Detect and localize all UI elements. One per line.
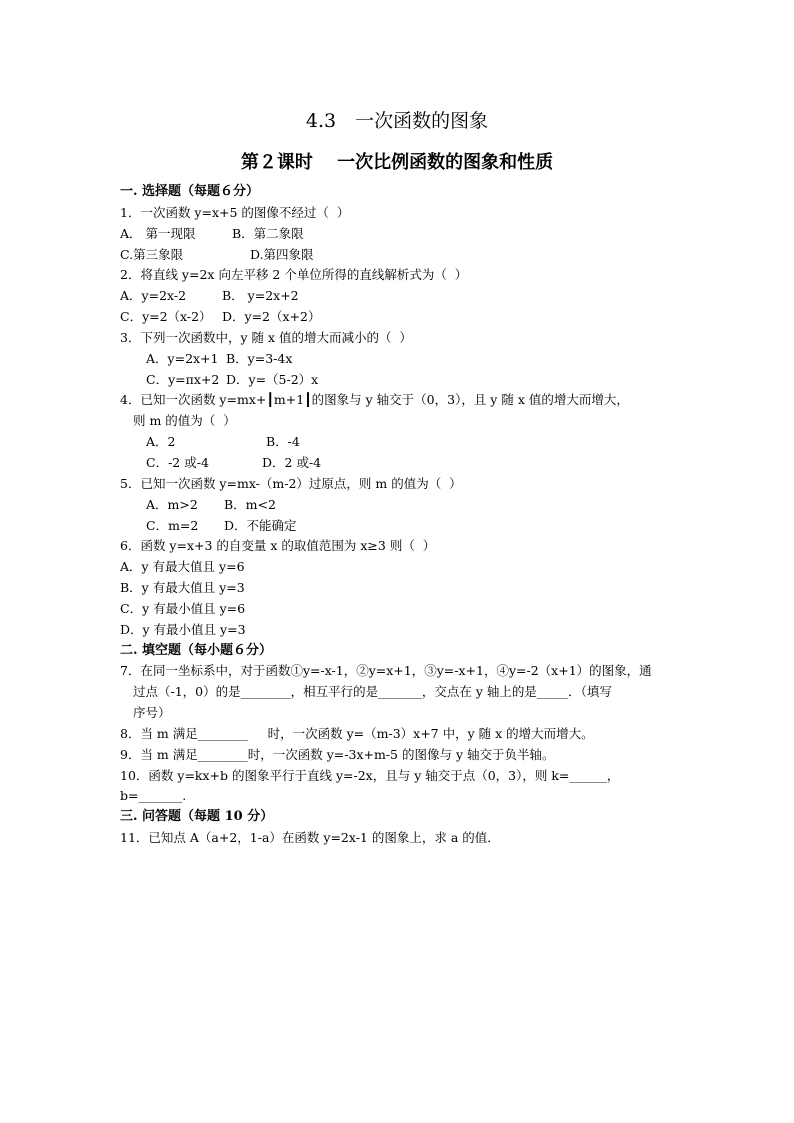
question-5-options-cd bbox=[120, 516, 680, 537]
question-3-options-ab bbox=[120, 349, 680, 370]
option-d: D.第四象限 bbox=[250, 246, 314, 262]
question-8: 8．当 m 满足________ 时，一次函数 y=（m-3）x+7 中，y 随 x 的增大而增大。 bbox=[120, 725, 594, 741]
question-4-options-cd bbox=[120, 453, 680, 474]
question-3-options-cd bbox=[120, 370, 680, 391]
question-2-options-ab bbox=[120, 286, 680, 307]
option-a: A．y=2x+1 bbox=[146, 350, 219, 366]
question-6-option-d: D．y 有最小值且 y=3 bbox=[120, 621, 246, 637]
option-d: D．2 或-4 bbox=[262, 454, 322, 470]
question-7-line-1: 7．在同一坐标系中，对于函数①y=-x-1，②y=x+1，③y=-x+1，④y=-2（x+1）的图象，通 bbox=[120, 663, 652, 679]
option-a: A． 第一现限 bbox=[120, 225, 196, 241]
question-10-line-2: b=_______. bbox=[120, 788, 187, 804]
question-5-options-ab bbox=[120, 495, 680, 516]
question-4-options-ab bbox=[120, 432, 680, 453]
section-heading-answer: 三. 问答题（每题 10 分） bbox=[120, 809, 274, 825]
page-title: 4.3 一次函数的图象 bbox=[305, 110, 489, 132]
section-heading-choice: 一. 选择题（每题６分） bbox=[120, 184, 260, 199]
section-heading-fill: 二. 填空题（每小题６分） bbox=[120, 642, 273, 658]
option-a: A．m>2 bbox=[146, 496, 198, 512]
question-7-line-3: 序号） bbox=[133, 705, 171, 721]
option-d: D．y=2（x+2） bbox=[222, 309, 321, 325]
question-4-line-1: 4．已知一次函数 y=mx+┃m+1┃的图象与 y 轴交于（0，3），且 y 随 x 值的增大而增大， bbox=[120, 392, 629, 408]
option-d: D．不能确定 bbox=[224, 517, 297, 533]
option-c: C．-2 或-4 bbox=[146, 454, 209, 470]
question-7-line-2: 过点（-1，0）的是________，相互平行的是_______，交点在 y 轴上的是_____．（填写 bbox=[133, 684, 612, 700]
question-2: 2．将直线 y=2x 向左平移 2 个单位所得的直线解析式为（ ） bbox=[120, 267, 468, 283]
option-b: B．m<2 bbox=[224, 496, 276, 512]
question-2-options-cd bbox=[120, 307, 680, 328]
worksheet-body bbox=[120, 182, 680, 849]
option-b: B． y=2x+2 bbox=[222, 288, 299, 304]
option-c: C．m=2 bbox=[146, 517, 199, 533]
question-6-option-a: A．y 有最大值且 y=6 bbox=[120, 559, 245, 575]
option-c: C．y=2（x-2） bbox=[120, 309, 212, 325]
lesson-subtitle: 第２课时 一次比例函数的图象和性质 bbox=[240, 152, 554, 173]
question-1-options-cd bbox=[120, 245, 680, 266]
question-6-option-b: B．y 有最大值且 y=3 bbox=[120, 580, 245, 596]
option-b: B．第二象限 bbox=[232, 225, 304, 241]
option-d: D．y=（5-2）x bbox=[226, 371, 319, 387]
question-1: 1．一次函数 y=x+5 的图像不经过（ ） bbox=[120, 204, 350, 220]
option-a: A．y=2x-2 bbox=[120, 288, 187, 304]
question-10-line-1: 10．函数 y=kx+b 的图象平行于直线 y=-2x，且与 y 轴交于点（0，3），则 k=______， bbox=[120, 767, 620, 783]
question-3: 3．下列一次函数中，y 随 x 值的增大而减小的（ ） bbox=[120, 329, 412, 345]
question-6: 6．函数 y=x+3 的自变量 x 的取值范围为 x≥3 则（ ） bbox=[120, 538, 436, 554]
question-9: 9．当 m 满足________时，一次函数 y=-3x+m-5 的图像与 y 轴交于负半轴。 bbox=[120, 746, 555, 762]
option-c: C．y=πx+2 bbox=[146, 371, 220, 387]
question-4-line-2: 则 m 的值为（ ） bbox=[133, 413, 236, 429]
question-11: 11．已知点 A（a+2，1-a）在函数 y=2x-1 的图象上，求 a 的值． bbox=[120, 830, 500, 846]
option-b: B．-4 bbox=[266, 434, 300, 450]
option-b: B．y=3-4x bbox=[226, 350, 293, 366]
option-a: A．2 bbox=[146, 434, 176, 450]
question-5: 5．已知一次函数 y=mx-（m-2）过原点，则 m 的值为（ ） bbox=[120, 475, 462, 491]
question-6-option-c: C．y 有最小值且 y=6 bbox=[120, 600, 246, 616]
option-c: C.第三象限 bbox=[120, 246, 184, 262]
question-1-options-ab bbox=[120, 224, 680, 245]
